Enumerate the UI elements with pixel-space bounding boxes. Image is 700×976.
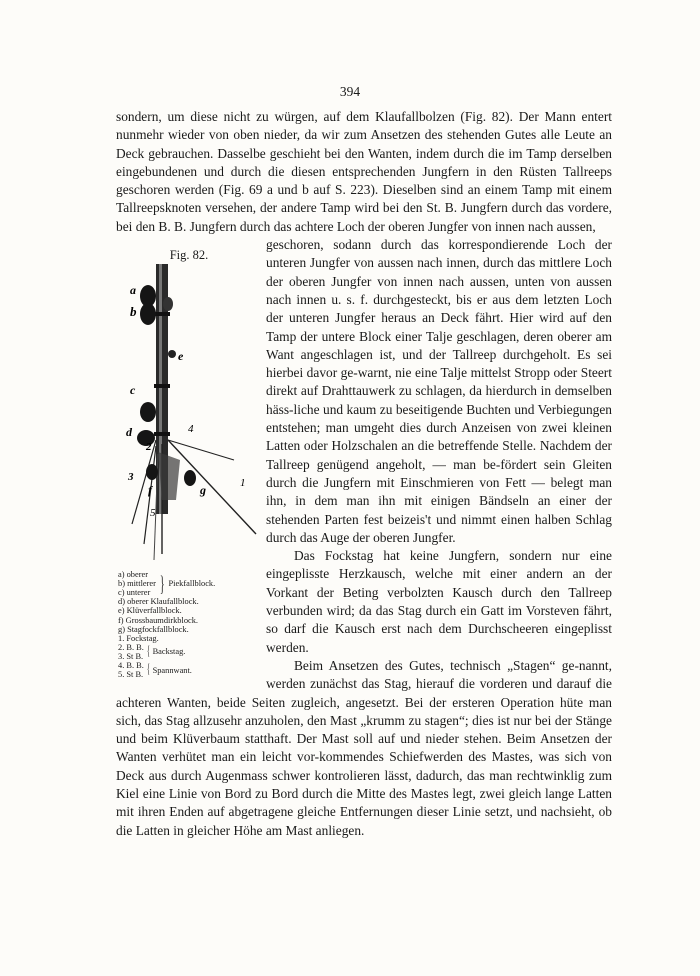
figure-legend xyxy=(118,570,262,679)
label-d: d xyxy=(126,425,132,440)
legend-1: 1. Fockstag. xyxy=(118,633,159,643)
label-3: 3 xyxy=(128,471,134,484)
legend-g: g) Stagfockfallblock. xyxy=(118,624,189,634)
paragraph-1 xyxy=(116,108,612,236)
body-text xyxy=(116,108,612,840)
para1-line: entert nunmehr wieder von oben nieder, da wir zum Ansetzen des stehenden Gutes xyxy=(116,109,612,143)
label-5: 5 xyxy=(150,507,156,520)
para1-line: sondern, um diese nicht zu würgen, auf dem Klaufallbolzen (Fig. 82). Der Mann xyxy=(116,109,576,124)
legend-45-gloss: Spannwant. xyxy=(152,665,192,675)
legend-23-gloss: Backstag. xyxy=(152,647,186,657)
legend-2: 2. B. B. xyxy=(118,642,144,652)
label-4: 4 xyxy=(188,423,194,436)
figure-caption: Fig. 82. xyxy=(169,248,209,263)
legend-d: d) oberer Klaufallblock. xyxy=(118,597,199,607)
para1-line: der andere Tamp wird bei den St. B. Jungfern durch das vordere, bei den B. B. xyxy=(116,200,612,234)
label-1: 1 xyxy=(240,477,246,490)
legend-group-45: 4. B. B. 5. St B. { Spannwant. xyxy=(118,661,192,680)
legend-abc-gloss: Piekfallblock. xyxy=(168,579,216,589)
page-number: 394 xyxy=(339,84,361,99)
label-a: a xyxy=(130,283,136,298)
mast-illustration xyxy=(122,264,258,564)
label-2: 2 xyxy=(146,441,152,454)
paragraph-1-continued: geschoren, sodann durch das korrespondierende Loch der unteren Jungfer von aussen nach innen, durch das mittlere Loch der oberen Jungfer von innen nach aussen, unten von aussen nach innen u. s. f. durchgesteckt, bis er aus dem letzten Loch der unteren Jungfer heraus an Deck fährt. Hier wird auf den Tamp der untere Block einer Talje geschlagen, deren oberer am Want angeschlagen ist, und der Tallreep durchgeholt. Es sei hierbei davor ge-warnt, nie eine Talje mittelst Stropp oder Steert direkt auf Drahttauwerk zu schlagen, da hierdurch in demselben häss-liche und kaum zu beseitigende Buchten und Verbiegungen entstehen; man umgeht dies durch Anzeisen von zwei kleinen Latten oder Holzschalen an die betreffende Stelle. Nachdem der Tallreep genügend angeholt, — man be-fördert sein Gleiten durch die Jungfern mit Einschmieren von Fett — belegt man ihn, in dem man ihn mit einigen Bändseln an einer der stehenden Parten fest beizeis't und nimmt einen halben Schlag durch das Auge der oberen Jungfer. xyxy=(266,237,612,545)
legend-e: e) Klüverfallblock. xyxy=(118,606,182,616)
label-g: g xyxy=(200,483,206,498)
legend-group-abc: a) oberer b) mittlerer c) unterer } Piekfallblock. xyxy=(118,570,216,598)
legend-b: b) mittlerer xyxy=(118,579,156,589)
legend-5: 5. St B. xyxy=(118,670,144,680)
legend-f: f) Grossbaumdirkblock. xyxy=(118,615,199,625)
paragraph-3: Beim Ansetzen des Gutes, technisch „Stagen“ ge-nannt, werden zunächst das Stag, hierauf die vorderen und darauf die achteren Wanten, beide Seiten zugleich, angesetzt. Bei der ersteren Operation hüte man sich, das Stag allzusehr anzuholen, den Mast „krumm zu stagen“; dies ist nur bei der Stänge und beim Klüverbaum statthaft. Der Mast soll auf und nieder stehen. Beim Ansetzen der Wanten verhütet man ein leicht vor-kommendes Schiefwerden des Mastes, was sich von Deck aus durch Augenmass schwer kontrolieren lässt, dadurch, das man rechtwinklig zum Kiel eine Linie von Bord zu Bord durch die Mitte des Mastes legt, zwei gleich lange Latten mit ihren Enden auf abgetragene gleiche Entfernungen dieser Linie setzt, und nachsieht, ob die Latten in gleicher Höhe am Mast anliegen. xyxy=(116,657,612,838)
legend-group-23: 2. B. B. 3. St B. { Backstag. xyxy=(118,642,186,661)
para1-line: Jungfern durch das achtere Loch der oberen Jungfer von innen nach aussen, xyxy=(189,218,596,234)
para1-line: die im Tamp derselben eingebundenen und durch die diesen entsprechenden xyxy=(116,145,612,179)
label-e: e xyxy=(178,349,184,364)
legend-4: 4. B. B. xyxy=(118,661,144,671)
label-f: f xyxy=(148,483,152,498)
legend-3: 3. St B. xyxy=(118,651,144,661)
figure-82 xyxy=(116,240,262,680)
legend-a: a) oberer xyxy=(118,570,148,580)
paragraph-2: Das Fockstag hat keine Jungfern, sondern nur eine eingeplisste Herzkausch, welche mit einer andern an der Vorkant der Beting verbolzten Kausch durch den Tallreep verbunden wird; da das Stag durch ein Gatt im Vorsteven fährt, so darf die Kausch erst nach dem Durchscheeren eingeplisst werden. xyxy=(266,548,612,655)
label-c: c xyxy=(130,383,136,398)
para1-line: alle Leute an Deck gebrauchen. Dasselbe geschieht bei den Wanten, indem durch xyxy=(116,127,612,161)
legend-c: c) unterer xyxy=(118,588,151,598)
para1-line: S. 223). Dieselben sind an einem Tamp mit einem Tallreepsknoten versehen, xyxy=(116,182,612,216)
para1-line: Jungfern in den Rüsten Tallreeps geschoren werden (Fig. 69 a und b auf xyxy=(116,163,612,198)
label-b: b xyxy=(130,304,137,320)
